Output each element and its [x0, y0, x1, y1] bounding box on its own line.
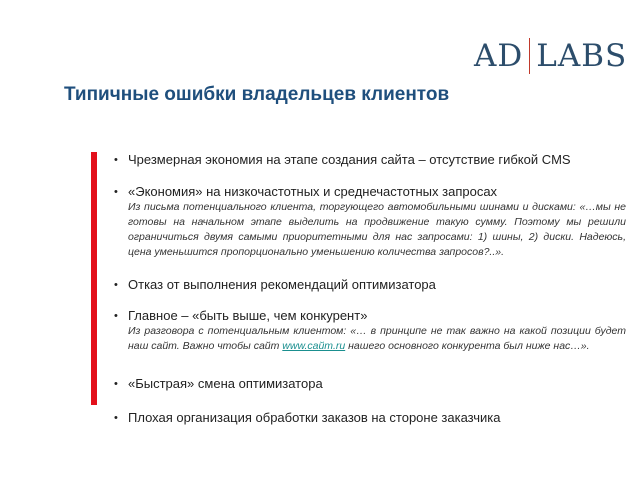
list-item [114, 410, 626, 426]
quote-text: Из разговора с потенциальным клиентом: «… в принципе не так важно на какой позиции будет наш сайт. Важно чтобы сайт [128, 325, 626, 352]
adlabs-logo [474, 36, 627, 76]
accent-bar [91, 152, 97, 405]
logo-separator [529, 38, 530, 74]
logo-right: LABS [536, 38, 628, 74]
slide-title: Типичные ошибки владельцев клиентов [64, 84, 450, 105]
competitor-link[interactable]: www.сайт.ru [282, 340, 346, 352]
item-text: • Отказ от выполнения рекомендаций оптимизатора [114, 277, 626, 293]
list-item [114, 277, 626, 293]
list-item [114, 184, 626, 260]
list-item [114, 376, 626, 392]
list-item [114, 308, 626, 354]
item-quote: Из письма потенциального клиента, торгующего автомобильными шинами и дисками: «…мы не готовы на начальном этапе выделить на продвижение такую сумму. Поэтому мы решили ограничиться двумя самыми приоритетными для нас запросами: 1) шины, 2) диски. Надеюсь, цена уменьшится пропорционально уменьшению количества запросов?..». [128, 201, 626, 258]
item-text: • Главное – «быть выше, чем конкурент» [114, 308, 626, 324]
item-text: • «Быстрая» смена оптимизатора [114, 376, 626, 392]
item-text: • Плохая организация обработки заказов на стороне заказчика [114, 410, 626, 426]
item-text: • «Экономия» на низкочастотных и среднечастотных запросах [114, 184, 626, 200]
item-text: • Чрезмерная экономия на этапе создания сайта – отсутствие гибкой CMS [114, 152, 626, 168]
logo-left: AD [474, 38, 524, 74]
list-item [114, 152, 626, 168]
item-quote [114, 324, 626, 354]
quote-text: нашего основного конкурента был ниже нас…». [345, 340, 590, 352]
